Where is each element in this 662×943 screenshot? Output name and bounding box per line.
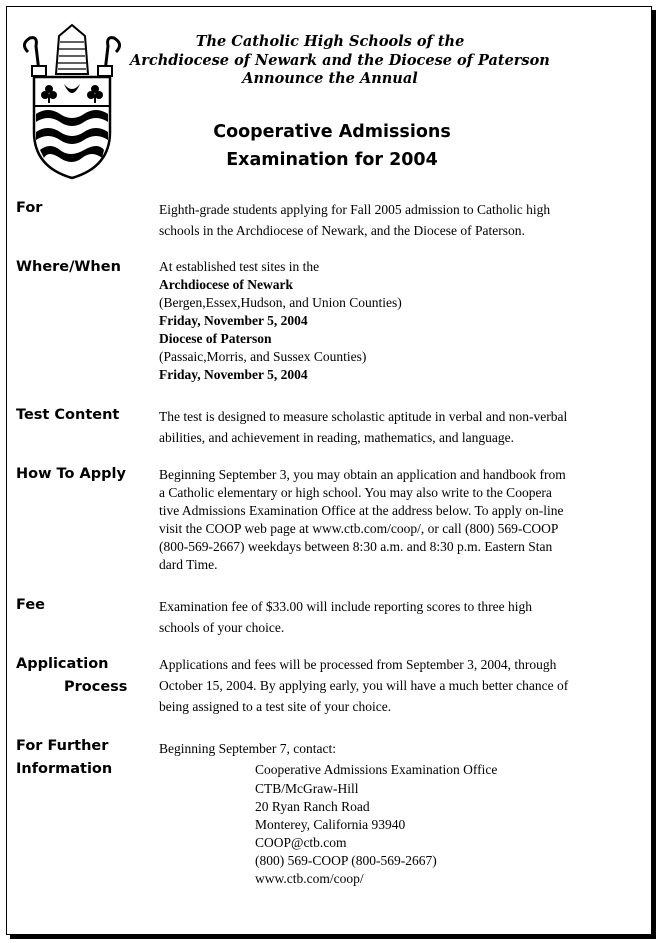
text-line: schools of your choice. (159, 620, 285, 635)
text-line: visit the COOP web page at www.ctb.com/coop/, or call (800) 569-COOP (159, 521, 559, 536)
text-line: October 15, 2004. By applying early, you will have a much better chance of (159, 678, 569, 693)
header-line-1: The Catholic High Schools of the (195, 33, 465, 50)
section-label-for: For (16, 200, 43, 216)
text-line: being assigned to a test site of your choice. (159, 699, 392, 714)
text-line: Applications and fees will be processed from September 3, 2004, through (159, 657, 557, 672)
section-body-for (159, 199, 649, 241)
section-label-where-when: Where/When (16, 259, 121, 275)
website-url: www.ctb.com/coop/ (255, 871, 364, 886)
section-body-test-content (159, 406, 649, 448)
section-label-further-info (16, 735, 112, 781)
text-line: (800-569-2667) weekdays between 8:30 a.m. and 8:30 p.m. Eastern Stan (159, 539, 553, 554)
address-line: Cooperative Admissions Examination Office (255, 762, 498, 777)
header-line-3: Announce the Annual (242, 70, 418, 87)
text-line: Examination fee of $33.00 will include reporting scores to three high (159, 599, 533, 614)
label-line: For Further (16, 738, 109, 754)
text-line: At established test sites in the (159, 259, 320, 274)
coat-of-arms-icon (22, 22, 122, 180)
text-line: The test is designed to measure scholastic aptitude in verbal and non-verbal (159, 409, 568, 424)
site-date: Friday, November 5, 2004 (159, 367, 308, 382)
site-name: Diocese of Paterson (159, 331, 272, 346)
title-line-2: Examination for 2004 (226, 150, 438, 170)
section-body-application-process (159, 654, 649, 717)
text-line: Beginning September 3, you may obtain an application and handbook from (159, 467, 566, 482)
title-line-1: Cooperative Admissions (213, 122, 451, 142)
section-label-application-process (16, 653, 127, 699)
text-line: Beginning September 7, contact: (159, 741, 336, 756)
text-line: tive Admissions Examination Office at the address below. To apply on-line (159, 503, 564, 518)
site-date: Friday, November 5, 2004 (159, 313, 308, 328)
label-line: Process (64, 679, 128, 695)
email-address: COOP@ctb.com (255, 835, 347, 850)
text-line: Eighth-grade students applying for Fall 2005 admission to Catholic high (159, 202, 551, 217)
header-line-2: Archdiocese of Newark and the Diocese of Paterson (130, 51, 550, 69)
address-line: 20 Ryan Ranch Road (255, 799, 370, 814)
section-label-fee: Fee (16, 597, 45, 613)
site-counties: (Bergen,Essex,Hudson, and Union Counties) (159, 295, 402, 310)
text-line: a Catholic elementary or high school. You may also write to the Coopera (159, 485, 552, 500)
section-body-how-to-apply (159, 466, 649, 574)
section-label-test-content: Test Content (16, 407, 120, 423)
section-body-further-info (159, 738, 649, 888)
section-label-how-to-apply: How To Apply (16, 466, 126, 482)
site-name: Archdiocese of Newark (159, 277, 293, 292)
announcement-header (130, 33, 550, 89)
section-body-where-when (159, 258, 649, 384)
page-title (132, 118, 532, 174)
label-line: Information (16, 761, 113, 777)
site-counties: (Passaic,Morris, and Sussex Counties) (159, 349, 367, 364)
phone-number: (800) 569-COOP (800-569-2667) (255, 853, 437, 868)
address-line: CTB/McGraw-Hill (255, 781, 359, 796)
section-body-fee (159, 596, 649, 638)
address-line: Monterey, California 93940 (255, 817, 406, 832)
text-line: schools in the Archdiocese of Newark, and the Diocese of Paterson. (159, 223, 525, 238)
label-line: Application (16, 656, 109, 672)
text-line: dard Time. (159, 557, 218, 572)
text-line: abilities, and achievement in reading, mathematics, and language. (159, 430, 514, 445)
